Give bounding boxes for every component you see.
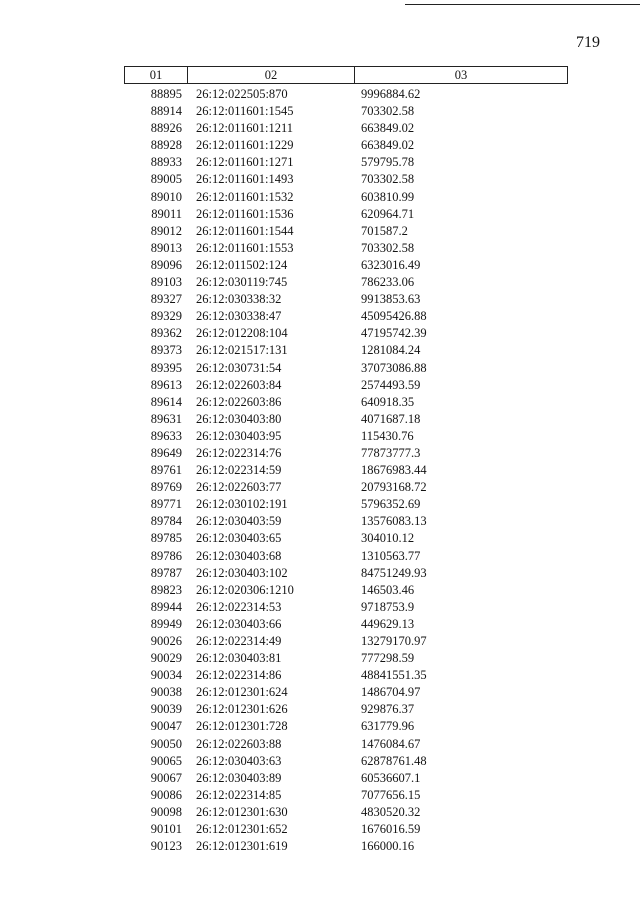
cell-value: 84751249.93 xyxy=(361,565,427,580)
cell-cadastral-number: 26:12:022314:59 xyxy=(196,463,282,478)
table-row xyxy=(124,633,568,650)
table-row xyxy=(124,684,568,701)
cell-value: 37073086.88 xyxy=(361,360,427,375)
header-col-02: 02 xyxy=(188,67,355,83)
cell-cadastral-number: 26:12:022314:86 xyxy=(196,668,282,683)
cell-value: 115430.76 xyxy=(361,428,414,443)
cell-id: 89327 xyxy=(150,292,182,307)
table-row xyxy=(124,736,568,753)
table-row xyxy=(124,513,568,530)
cell-id: 89012 xyxy=(150,223,182,238)
cell-cadastral-number: 26:12:011601:1271 xyxy=(196,155,294,170)
table-row xyxy=(124,479,568,496)
table-row xyxy=(124,445,568,462)
page-number: 719 xyxy=(576,34,600,51)
cell-id: 89633 xyxy=(150,428,182,443)
cell-cadastral-number: 26:12:011601:1536 xyxy=(196,206,294,221)
cell-value: 1676016.59 xyxy=(361,822,421,837)
cell-id: 89784 xyxy=(150,514,182,529)
cell-id: 89395 xyxy=(150,360,182,375)
cell-cadastral-number: 26:12:030403:68 xyxy=(196,548,282,563)
cell-cadastral-number: 26:12:021517:131 xyxy=(196,343,288,358)
cell-id: 90029 xyxy=(150,651,182,666)
cell-cadastral-number: 26:12:030403:65 xyxy=(196,531,282,546)
cell-value: 13576083.13 xyxy=(361,514,427,529)
table-row xyxy=(124,325,568,342)
cell-id: 89005 xyxy=(150,172,182,187)
cell-cadastral-number: 26:12:030338:32 xyxy=(196,292,282,307)
table-row xyxy=(124,650,568,667)
cell-id: 89613 xyxy=(150,377,182,392)
cell-id: 88928 xyxy=(150,138,182,153)
cell-id: 90065 xyxy=(150,753,182,768)
cell-cadastral-number: 26:12:012301:626 xyxy=(196,702,288,717)
header-col-03: 03 xyxy=(454,68,468,82)
cell-value: 786233.06 xyxy=(361,275,415,290)
cell-cadastral-number: 26:12:022603:77 xyxy=(196,480,282,495)
table-row xyxy=(124,360,568,377)
cell-cadastral-number: 26:12:022603:84 xyxy=(196,377,282,392)
table-row xyxy=(124,753,568,770)
cell-value: 45095426.88 xyxy=(361,309,427,324)
cell-id: 90067 xyxy=(150,770,182,785)
cell-id: 89362 xyxy=(150,326,182,341)
cell-value: 1281084.24 xyxy=(361,343,421,358)
cell-value: 449629.13 xyxy=(361,616,415,631)
cell-cadastral-number: 26:12:022314:53 xyxy=(196,599,282,614)
cell-id: 89769 xyxy=(150,480,182,495)
cell-cadastral-number: 26:12:012301:728 xyxy=(196,719,288,734)
cell-cadastral-number: 26:12:012301:652 xyxy=(196,822,288,837)
cell-id: 89013 xyxy=(150,240,182,255)
cell-id: 89944 xyxy=(150,599,182,614)
cell-id: 88895 xyxy=(150,87,182,101)
table-row xyxy=(124,308,568,325)
cell-value: 48841551.35 xyxy=(361,668,427,683)
cell-cadastral-number: 26:12:020306:1210 xyxy=(196,582,294,597)
table-row xyxy=(124,462,568,479)
table-row xyxy=(124,770,568,787)
cell-cadastral-number: 26:12:011601:1493 xyxy=(196,172,294,187)
cell-value: 9718753.9 xyxy=(361,599,415,614)
cell-cadastral-number: 26:12:030403:102 xyxy=(196,565,288,580)
cell-cadastral-number: 26:12:030403:80 xyxy=(196,411,282,426)
table-row xyxy=(124,530,568,547)
table-row xyxy=(124,154,568,171)
table-row xyxy=(124,582,568,599)
table-row xyxy=(124,838,568,855)
cell-value: 640918.35 xyxy=(361,394,415,409)
table-row xyxy=(124,718,568,735)
cell-value: 1486704.97 xyxy=(361,685,421,700)
cell-id: 90050 xyxy=(150,736,182,751)
cell-cadastral-number: 26:12:011502:124 xyxy=(196,257,288,272)
cell-id: 90039 xyxy=(150,702,182,717)
cell-value: 579795.78 xyxy=(361,155,415,170)
table-row xyxy=(124,137,568,154)
cell-cadastral-number: 26:12:011601:1545 xyxy=(196,104,294,119)
cell-value: 77873777.3 xyxy=(361,445,421,460)
cell-value: 18676983.44 xyxy=(361,463,427,478)
table-row xyxy=(124,206,568,223)
cell-cadastral-number: 26:12:011601:1553 xyxy=(196,240,294,255)
cell-value: 146503.46 xyxy=(361,582,415,597)
cell-cadastral-number: 26:12:022603:88 xyxy=(196,736,282,751)
cell-value: 603810.99 xyxy=(361,189,415,204)
cell-cadastral-number: 26:12:030731:54 xyxy=(196,360,282,375)
cell-id: 89786 xyxy=(150,548,182,563)
cell-id: 89103 xyxy=(150,275,182,290)
table-row xyxy=(124,804,568,821)
cell-id: 90123 xyxy=(150,839,182,854)
table-row xyxy=(124,257,568,274)
cell-value: 62878761.48 xyxy=(361,753,427,768)
cell-id: 88914 xyxy=(150,104,182,119)
cell-id: 88933 xyxy=(150,155,182,170)
cell-value: 663849.02 xyxy=(361,121,415,136)
cell-id: 90047 xyxy=(150,719,182,734)
cell-cadastral-number: 26:12:022314:49 xyxy=(196,634,282,648)
cell-id: 89785 xyxy=(150,531,182,546)
top-rule xyxy=(405,4,640,5)
cell-value: 9996884.62 xyxy=(361,87,421,101)
table-row xyxy=(124,342,568,359)
cell-id: 89649 xyxy=(150,445,182,460)
cell-id: 89823 xyxy=(150,582,182,597)
table-header xyxy=(124,66,568,84)
cell-value: 777298.59 xyxy=(361,651,415,666)
cell-value: 701587.2 xyxy=(361,223,408,238)
cell-cadastral-number: 26:12:030403:95 xyxy=(196,428,282,443)
table-row xyxy=(124,86,568,103)
cell-value: 7077656.15 xyxy=(361,787,421,802)
table-row xyxy=(124,565,568,582)
cell-cadastral-number: 26:12:030403:89 xyxy=(196,770,282,785)
table-row xyxy=(124,377,568,394)
cell-value: 5796352.69 xyxy=(361,497,421,512)
cell-cadastral-number: 26:12:012301:624 xyxy=(196,685,288,700)
cell-cadastral-number: 26:12:030403:59 xyxy=(196,514,282,529)
cell-id: 90038 xyxy=(150,685,182,700)
table-row xyxy=(124,787,568,804)
table-row xyxy=(124,821,568,838)
table-row xyxy=(124,616,568,633)
cell-id: 89011 xyxy=(151,206,182,221)
cell-id: 89761 xyxy=(150,463,182,478)
cell-cadastral-number: 26:12:012301:619 xyxy=(196,839,288,854)
cell-id: 90034 xyxy=(150,668,182,683)
table-row xyxy=(124,223,568,240)
cell-id: 89096 xyxy=(150,257,182,272)
cell-value: 703302.58 xyxy=(361,240,415,255)
cell-value: 166000.16 xyxy=(361,839,415,854)
cell-value: 9913853.63 xyxy=(361,292,421,307)
cell-cadastral-number: 26:12:030338:47 xyxy=(196,309,282,324)
cell-cadastral-number: 26:12:022314:85 xyxy=(196,787,282,802)
cell-cadastral-number: 26:12:011601:1229 xyxy=(196,138,294,153)
cell-value: 4071687.18 xyxy=(361,411,421,426)
cell-value: 663849.02 xyxy=(361,138,415,153)
cell-value: 47195742.39 xyxy=(361,326,427,341)
cell-value: 703302.58 xyxy=(361,104,415,119)
cell-value: 929876.37 xyxy=(361,702,415,717)
cell-cadastral-number: 26:12:030119:745 xyxy=(196,275,288,290)
cell-cadastral-number: 26:12:022603:86 xyxy=(196,394,282,409)
table-row xyxy=(124,291,568,308)
cell-value: 304010.12 xyxy=(361,531,415,546)
table-row xyxy=(124,548,568,565)
cell-value: 6323016.49 xyxy=(361,257,421,272)
cell-value: 631779.96 xyxy=(361,719,415,734)
table-row xyxy=(124,496,568,513)
table-row xyxy=(124,411,568,428)
table-row xyxy=(124,240,568,257)
cell-value: 703302.58 xyxy=(361,172,415,187)
table-row xyxy=(124,103,568,120)
cell-cadastral-number: 26:12:012301:630 xyxy=(196,804,288,819)
cell-value: 1476084.67 xyxy=(361,736,421,751)
cell-id: 89631 xyxy=(150,411,182,426)
cell-value: 4830520.32 xyxy=(361,804,421,819)
table-row xyxy=(124,667,568,684)
cell-cadastral-number: 26:12:030403:81 xyxy=(196,651,282,666)
cell-id: 89787 xyxy=(150,565,182,580)
cell-cadastral-number: 26:12:011601:1532 xyxy=(196,189,294,204)
cell-id: 88926 xyxy=(150,121,182,136)
cell-value: 2574493.59 xyxy=(361,377,421,392)
table-row xyxy=(124,701,568,718)
table-row xyxy=(124,394,568,411)
cell-value: 13279170.97 xyxy=(361,634,427,648)
cell-cadastral-number: 26:12:022505:870 xyxy=(196,87,288,101)
cell-id: 89614 xyxy=(150,394,182,409)
table-row xyxy=(124,189,568,206)
table-row xyxy=(124,428,568,445)
table-row xyxy=(124,120,568,137)
cell-id: 89010 xyxy=(150,189,182,204)
cell-id: 89771 xyxy=(150,497,182,512)
table-body xyxy=(124,86,568,855)
cell-value: 60536607.1 xyxy=(361,770,421,785)
cell-value: 620964.71 xyxy=(361,206,415,221)
table-row xyxy=(124,274,568,291)
cell-id: 90086 xyxy=(150,787,182,802)
cell-cadastral-number: 26:12:011601:1544 xyxy=(196,223,294,238)
cell-cadastral-number: 26:12:022314:76 xyxy=(196,445,282,460)
cell-id: 90098 xyxy=(150,804,182,819)
cell-id: 89949 xyxy=(150,616,182,631)
cell-cadastral-number: 26:12:030403:63 xyxy=(196,753,282,768)
cell-cadastral-number: 26:12:030102:191 xyxy=(196,497,288,512)
cell-id: 90101 xyxy=(150,822,182,837)
table-row xyxy=(124,171,568,188)
cell-id: 89329 xyxy=(150,309,182,324)
cell-value: 1310563.77 xyxy=(361,548,421,563)
header-col-01: 01 xyxy=(125,67,188,83)
cell-cadastral-number: 26:12:012208:104 xyxy=(196,326,288,341)
cell-id: 89373 xyxy=(150,343,182,358)
cell-cadastral-number: 26:12:011601:1211 xyxy=(196,121,293,136)
table-row xyxy=(124,599,568,616)
cell-id: 90026 xyxy=(150,634,182,648)
cell-value: 20793168.72 xyxy=(361,480,427,495)
cell-cadastral-number: 26:12:030403:66 xyxy=(196,616,282,631)
